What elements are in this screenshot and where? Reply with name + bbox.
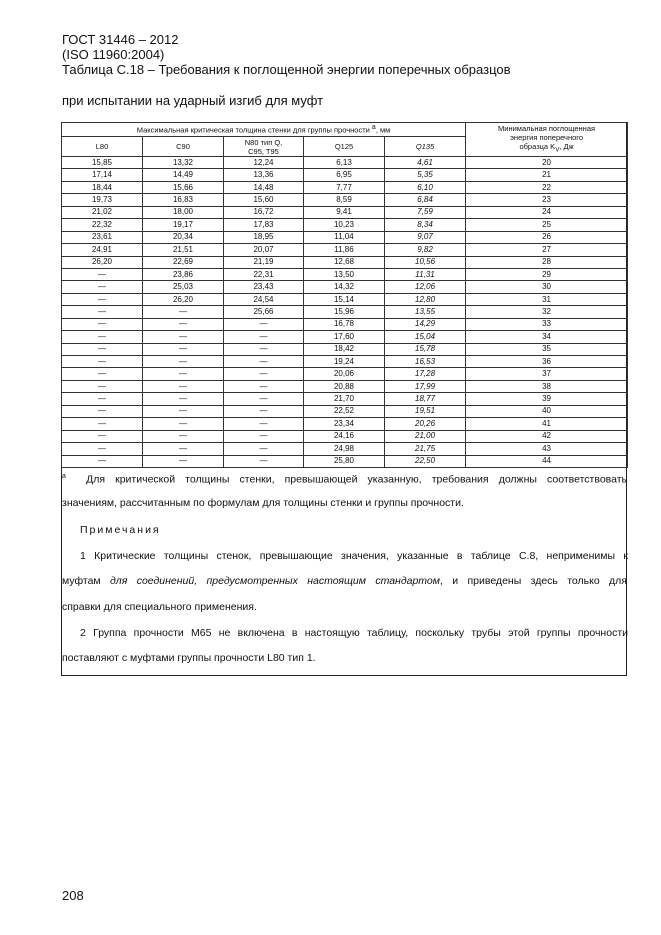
- table-cell: 40: [466, 405, 628, 417]
- table-cell: —: [224, 343, 304, 355]
- table-cell: —: [143, 368, 224, 380]
- note1-line2: [62, 574, 627, 588]
- table-cell: 26,20: [62, 256, 143, 268]
- table-cell: 25,80: [304, 455, 385, 467]
- table-cell: —: [224, 380, 304, 392]
- table-cell: 15,85: [62, 157, 143, 169]
- table-cell: —: [62, 405, 143, 417]
- note1-line3: справки для специального применения.: [62, 601, 257, 613]
- table-cell: 10,56: [385, 256, 466, 268]
- table-cell: —: [62, 318, 143, 330]
- col-header-c90: C90: [143, 137, 224, 157]
- table-cell: —: [143, 306, 224, 318]
- table-cell: 21,51: [143, 244, 224, 256]
- table-row: [62, 318, 628, 330]
- table-cell: 36: [466, 356, 628, 368]
- table-cell: —: [143, 331, 224, 343]
- table-cell: 37: [466, 368, 628, 380]
- table-cell: 20,88: [304, 380, 385, 392]
- table-row: [62, 268, 628, 280]
- table-cell: 24,54: [224, 293, 304, 305]
- table-cell: 15,04: [385, 331, 466, 343]
- table-cell: —: [224, 405, 304, 417]
- table-cell: 25,66: [224, 306, 304, 318]
- table-cell: 6,13: [304, 157, 385, 169]
- table-cell: 33: [466, 318, 628, 330]
- group-header: [62, 123, 466, 137]
- table-cell: —: [143, 343, 224, 355]
- table-cell: 24,91: [62, 244, 143, 256]
- table-cell: 21,70: [304, 393, 385, 405]
- table-cell: 23,86: [143, 268, 224, 280]
- table-cell: 14,49: [143, 169, 224, 181]
- table-row: [62, 380, 628, 392]
- table-cell: 13,32: [143, 157, 224, 169]
- table-cell: 17,99: [385, 380, 466, 392]
- group-header-footnote-mark: a: [371, 124, 376, 132]
- table-cell: —: [224, 393, 304, 405]
- table-cell: 18,77: [385, 393, 466, 405]
- table-cell: 15,14: [304, 293, 385, 305]
- table-cell: 20,34: [143, 231, 224, 243]
- table-cell: 12,24: [224, 157, 304, 169]
- table-cell: 15,66: [143, 181, 224, 193]
- table-row: [62, 169, 628, 181]
- table-cell: 13,50: [304, 268, 385, 280]
- page-number: 208: [62, 888, 84, 903]
- table-cell: 9,07: [385, 231, 466, 243]
- table-cell: —: [143, 380, 224, 392]
- energy-requirements-table: [61, 122, 628, 468]
- table-cell: 28: [466, 256, 628, 268]
- table-cell: 15,78: [385, 343, 466, 355]
- table-cell: 25,03: [143, 281, 224, 293]
- table-cell: 43: [466, 443, 628, 455]
- table-cell: 14,29: [385, 318, 466, 330]
- table-cell: 21: [466, 169, 628, 181]
- energy-header-unit: , Дж: [559, 142, 574, 152]
- table-cell: 22,50: [385, 455, 466, 467]
- table-cell: 21,19: [224, 256, 304, 268]
- table-cell: 10,23: [304, 219, 385, 231]
- table-row: [62, 306, 628, 318]
- table-cell: 11,04: [304, 231, 385, 243]
- energy-header: [466, 123, 628, 157]
- table-cell: —: [62, 343, 143, 355]
- table-cell: 16,72: [224, 206, 304, 218]
- table-cell: —: [62, 306, 143, 318]
- table-cell: 32: [466, 306, 628, 318]
- energy-header-subscript: V: [555, 146, 560, 154]
- table-cell: 34: [466, 331, 628, 343]
- table-cell: 30: [466, 281, 628, 293]
- table-cell: 20,07: [224, 244, 304, 256]
- table-row: [62, 157, 628, 169]
- table-cell: 23,43: [224, 281, 304, 293]
- table-row: [62, 443, 628, 455]
- table-cell: —: [62, 430, 143, 442]
- table-row: [62, 194, 628, 206]
- table-cell: 24,98: [304, 443, 385, 455]
- table-cell: 5,35: [385, 169, 466, 181]
- table-cell: 29: [466, 268, 628, 280]
- table-cell: —: [143, 418, 224, 430]
- table-cell: 26,20: [143, 293, 224, 305]
- table-cell: 8,34: [385, 219, 466, 231]
- table-title-continuation: при испытании на ударный изгиб для муфт: [62, 93, 324, 108]
- table-row: [62, 430, 628, 442]
- table-cell: 19,51: [385, 405, 466, 417]
- col-header-n80: [224, 137, 304, 157]
- table-row: [62, 356, 628, 368]
- table-cell: 14,48: [224, 181, 304, 193]
- table-cell: —: [62, 443, 143, 455]
- table-cell: 15,96: [304, 306, 385, 318]
- note1-line2-a: муфтам: [62, 575, 110, 587]
- table-cell: 24,16: [304, 430, 385, 442]
- table-cell: 15,60: [224, 194, 304, 206]
- table-row: [62, 244, 628, 256]
- table-cell: —: [143, 455, 224, 467]
- table-cell: —: [143, 393, 224, 405]
- table-cell: —: [224, 318, 304, 330]
- table-cell: 20,06: [304, 368, 385, 380]
- table-cell: 9,82: [385, 244, 466, 256]
- table-cell: —: [224, 368, 304, 380]
- col-header-q135: Q135: [385, 137, 466, 157]
- footnote-mark: a: [62, 473, 66, 480]
- table-cell: 8,59: [304, 194, 385, 206]
- table-cell: 11,31: [385, 268, 466, 280]
- table-cell: 19,24: [304, 356, 385, 368]
- table-row: [62, 368, 628, 380]
- table-cell: —: [224, 356, 304, 368]
- table-cell: —: [224, 455, 304, 467]
- table-cell: —: [62, 393, 143, 405]
- table-row: [62, 418, 628, 430]
- col-header-n80-line2: C95, T95: [248, 146, 279, 156]
- document-code: ГОСТ 31446 – 2012: [62, 32, 179, 47]
- table-cell: 13,36: [224, 169, 304, 181]
- table-cell: 16,78: [304, 318, 385, 330]
- iso-reference: (ISO 11960:2004): [62, 47, 165, 62]
- table-cell: 16,53: [385, 356, 466, 368]
- table-cell: 12,06: [385, 281, 466, 293]
- table-cell: —: [62, 368, 143, 380]
- table-cell: 18,95: [224, 231, 304, 243]
- table-cell: —: [143, 405, 224, 417]
- table-cell: 31: [466, 293, 628, 305]
- table-cell: 18,44: [62, 181, 143, 193]
- table-cell: 44: [466, 455, 628, 467]
- table-row: [62, 231, 628, 243]
- energy-header-line2: энергия поперечного: [510, 133, 583, 143]
- energy-header-line3: образца K: [519, 142, 556, 152]
- table-cell: 21,75: [385, 443, 466, 455]
- table-row: [62, 219, 628, 231]
- table-cell: 17,60: [304, 331, 385, 343]
- table-cell: 19,17: [143, 219, 224, 231]
- table-cell: 20: [466, 157, 628, 169]
- table-cell: 12,80: [385, 293, 466, 305]
- note1-line1: 1 Критические толщины стенок, превышающие значения, указанные в таблице С.8, неприменимы к: [80, 550, 628, 562]
- table-row: [62, 293, 628, 305]
- table-cell: 12,68: [304, 256, 385, 268]
- footnote-text-1: Для критической толщины стенки, превышающей указанную, требования должны соответствовать: [86, 473, 628, 486]
- table-cell: 16,83: [143, 194, 224, 206]
- table-cell: 13,55: [385, 306, 466, 318]
- table-row: [62, 181, 628, 193]
- table-cell: 6,84: [385, 194, 466, 206]
- group-header-text: Максимальная критическая толщина стенки для группы прочности: [136, 125, 372, 135]
- table-cell: 14,32: [304, 281, 385, 293]
- table-cell: 39: [466, 393, 628, 405]
- table-cell: —: [62, 293, 143, 305]
- table-cell: 38: [466, 380, 628, 392]
- table-row: [62, 455, 628, 467]
- table-cell: 9,41: [304, 206, 385, 218]
- table-cell: 20,26: [385, 418, 466, 430]
- table-cell: 22: [466, 181, 628, 193]
- col-header-q125: Q125: [304, 137, 385, 157]
- table-cell: —: [62, 455, 143, 467]
- table-cell: 4,61: [385, 157, 466, 169]
- table-cell: —: [62, 268, 143, 280]
- table-cell: —: [143, 430, 224, 442]
- table-cell: 17,83: [224, 219, 304, 231]
- footnote-line1: [62, 470, 627, 487]
- table-cell: 21,00: [385, 430, 466, 442]
- table-cell: —: [62, 380, 143, 392]
- table-cell: 17,14: [62, 169, 143, 181]
- table-cell: 23: [466, 194, 628, 206]
- table-cell: 17,28: [385, 368, 466, 380]
- table-cell: 35: [466, 343, 628, 355]
- table-cell: 6,95: [304, 169, 385, 181]
- table-cell: —: [62, 281, 143, 293]
- table-cell: —: [224, 331, 304, 343]
- col-header-l80: L80: [62, 137, 143, 157]
- note1-line2-c: , и приведены здесь только для: [439, 575, 627, 587]
- table-cell: —: [62, 356, 143, 368]
- table-cell: —: [62, 331, 143, 343]
- note1-line2-italic: для соединений, предусмотренных настоящим стандартом: [110, 575, 440, 587]
- table-cell: 6,10: [385, 181, 466, 193]
- col-header-n80-line1: N80 тип Q,: [244, 137, 283, 147]
- table-title: Таблица С.18 – Требования к поглощенной энергии поперечных образцов: [62, 62, 511, 77]
- table-cell: 22,52: [304, 405, 385, 417]
- table-cell: 21,02: [62, 206, 143, 218]
- table-cell: 23,34: [304, 418, 385, 430]
- table-cell: 22,69: [143, 256, 224, 268]
- note2-line1: 2 Группа прочности М65 не включена в настоящую таблицу, поскольку трубы этой группы прочности: [80, 627, 628, 639]
- table-cell: —: [62, 418, 143, 430]
- table-row: [62, 393, 628, 405]
- table-row: [62, 256, 628, 268]
- table-cell: 42: [466, 430, 628, 442]
- table-cell: —: [143, 443, 224, 455]
- table-row: [62, 343, 628, 355]
- footnote-line2: значениям, рассчитанным по формулам для толщины стенки и группы прочности.: [62, 497, 464, 509]
- table-cell: 18,42: [304, 343, 385, 355]
- table-row: [62, 206, 628, 218]
- table-cell: 18,00: [143, 206, 224, 218]
- note2-line2: поставляют с муфтами группы прочности L80 тип 1.: [62, 652, 316, 664]
- table-cell: 7,59: [385, 206, 466, 218]
- table-cell: 26: [466, 231, 628, 243]
- table-cell: 27: [466, 244, 628, 256]
- table-cell: 24: [466, 206, 628, 218]
- table-cell: 11,86: [304, 244, 385, 256]
- table-cell: —: [224, 430, 304, 442]
- table-cell: —: [143, 356, 224, 368]
- table-cell: 19,73: [62, 194, 143, 206]
- table-body: [62, 157, 628, 468]
- table-cell: 22,31: [224, 268, 304, 280]
- table-cell: —: [143, 318, 224, 330]
- notes-heading: Примечания: [80, 524, 161, 536]
- table-row: [62, 405, 628, 417]
- table-cell: 7,77: [304, 181, 385, 193]
- table-cell: 25: [466, 219, 628, 231]
- table-row: [62, 331, 628, 343]
- table-row: [62, 281, 628, 293]
- group-header-unit: , мм: [375, 125, 391, 135]
- table-cell: —: [224, 443, 304, 455]
- energy-header-line1: Минимальная поглощенная: [498, 124, 596, 134]
- table-cell: 23,61: [62, 231, 143, 243]
- table-cell: 41: [466, 418, 628, 430]
- table-cell: —: [224, 418, 304, 430]
- table-cell: 22,32: [62, 219, 143, 231]
